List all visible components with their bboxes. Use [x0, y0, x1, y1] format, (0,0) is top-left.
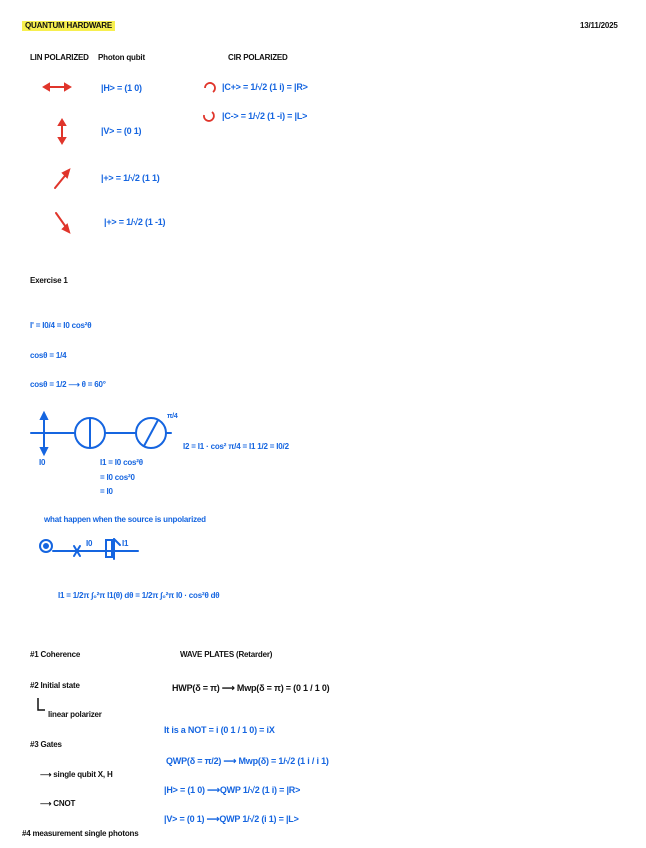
angle-label: π/4 [167, 413, 178, 420]
note-linear-polarizer: linear polarizer [48, 710, 102, 719]
state-minus: |+> = 1/√2 (1 -1) [104, 217, 166, 227]
page-date: 13/11/2025 [580, 21, 618, 30]
i1-line-1: I1 = I0 cos²θ [100, 458, 143, 467]
hwp-line: HWP(δ = π) ⟶ Mwp(δ = π) = (0 1 / 1 0) [172, 683, 330, 693]
integral-equation: I1 = 1/2π ∫₀²π I1(θ) dθ = 1/2π ∫₀²π I0 · cos²θ dθ [58, 591, 220, 600]
result-equation: I2 = I1 · cos² π/4 = I1 1/2 = I0/2 [183, 442, 289, 451]
exercise-title: Exercise 1 [30, 276, 68, 285]
unpolarized-question: what happen when the source is unpolarized [44, 515, 206, 524]
state-plus: |+> = 1/√2 (1 1) [101, 173, 160, 183]
state-v: |V> = (0 1) [101, 126, 142, 136]
linear-polarized-heading: LIN POLARIZED [30, 53, 89, 62]
i1-line-2: = I0 cos²0 [100, 473, 135, 482]
setup-i0-label: I0 [86, 539, 93, 548]
exercise-line-1: I' = I0/4 = I0 cos²θ [30, 321, 92, 330]
exercise-line-3: cosθ = 1/2 ⟶ θ = 60° [30, 380, 106, 389]
note-single-qubit: ⟶ single qubit X, H [40, 770, 113, 779]
wave-plates-heading: WAVE PLATES (Retarder) [180, 650, 273, 659]
photon-qubit-heading: Photon qubit [98, 53, 145, 62]
note-initial-state: #2 Initial state [30, 681, 80, 690]
note-cnot: ⟶ CNOT [40, 799, 76, 808]
exercise-line-2: cosθ = 1/4 [30, 351, 67, 360]
qwp-line: QWP(δ = π/2) ⟶ Mwp(δ) = 1/√2 (1 i / i 1) [166, 756, 329, 766]
note-gates: #3 Gates [30, 740, 62, 749]
note-coherence: #1 Coherence [30, 650, 81, 659]
not-line: It is a NOT = i (0 1 / 1 0) = iX [164, 725, 275, 735]
circular-polarized-heading: CIR POLARIZED [228, 53, 288, 62]
state-c-minus: |C-> = 1/√2 (1 -i) = |L> [222, 111, 308, 121]
setup-i1-label: I1 [122, 539, 129, 548]
state-c-plus: |C+> = 1/√2 (1 i) = |R> [222, 82, 308, 92]
page-title: QUANTUM HARDWARE [22, 21, 115, 31]
state-h: |H> = (1 0) [101, 83, 142, 93]
note-measurement: #4 measurement single photons [22, 829, 139, 838]
i0-label: I0 [39, 458, 46, 467]
qwp-h-line: |H> = (1 0) ⟶QWP 1/√2 (1 i) = |R> [164, 785, 301, 795]
i1-line-3: = I0 [100, 487, 113, 496]
qwp-v-line: |V> = (0 1) ⟶QWP 1/√2 (i 1) = |L> [164, 814, 299, 824]
